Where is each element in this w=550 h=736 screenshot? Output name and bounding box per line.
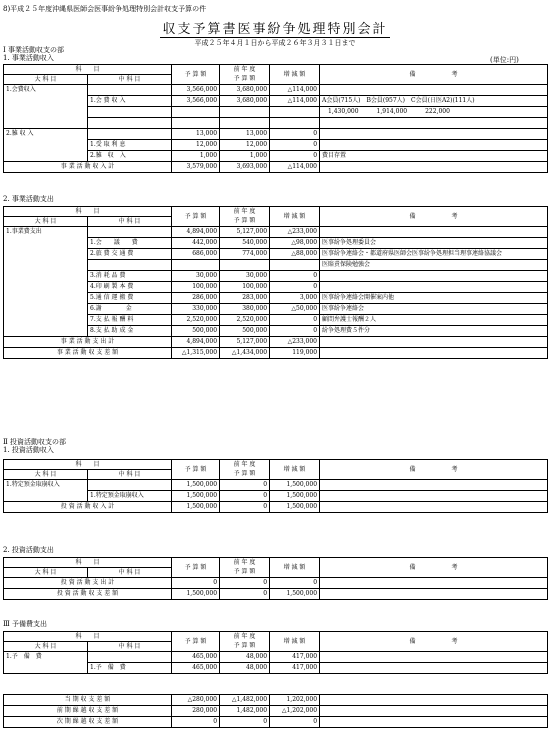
- minor-item-cell: 5.通 信 運 搬 費: [88, 293, 172, 304]
- budget-cell: 0: [172, 578, 220, 589]
- diff-cell: 0: [270, 271, 320, 282]
- major-item-cell: [4, 249, 88, 260]
- header-item: 科 目: [4, 65, 172, 75]
- major-item-cell: 1.会費収入: [4, 85, 88, 96]
- note-cell: [320, 118, 548, 129]
- summary-table: [3, 694, 548, 728]
- minor-item-cell: 1.予 備 費: [88, 663, 172, 674]
- budget-cell: 13,000: [172, 129, 220, 140]
- document-title: 収支予算書医事紛争処理特別会計: [162, 22, 388, 37]
- prev-budget-cell: 0: [220, 480, 270, 491]
- minor-item-cell: [88, 85, 172, 96]
- budget-cell: 465,000: [172, 663, 220, 674]
- header-prev-1: 前 年 度: [220, 558, 270, 568]
- minor-item-cell: 2.旅 費 交 通 費: [88, 249, 172, 260]
- table-total-row: [4, 337, 548, 348]
- prev-budget-cell: 3,680,000: [220, 96, 270, 107]
- header-prev-1: 前 年 度: [220, 207, 270, 217]
- budget-cell: 330,000: [172, 304, 220, 315]
- prev-budget-cell: 12,000: [220, 140, 270, 151]
- minor-item-cell: [88, 227, 172, 238]
- header-prev-2: 予 算 額: [220, 642, 270, 652]
- budget-cell: 1,000: [172, 151, 220, 162]
- section2-heading: Ⅱ 投資活動収支の部: [3, 438, 66, 446]
- diff-cell: 0: [270, 129, 320, 140]
- diff-cell: △98,000: [270, 238, 320, 249]
- major-item-cell: [4, 663, 88, 674]
- diff-cell: [270, 260, 320, 271]
- major-item-cell: 1.事業費支出: [4, 227, 88, 238]
- note-cell: 医事紛争処理委員会: [320, 238, 548, 249]
- budget-cell: △1,315,000: [172, 348, 220, 359]
- table-total-row: [4, 717, 548, 728]
- section1-income-heading: 1. 事業活動収入: [3, 54, 54, 62]
- minor-item-cell: [88, 118, 172, 129]
- total-label-cell: 前 期 繰 越 収 支 差 額: [4, 706, 172, 717]
- budget-cell: 442,000: [172, 238, 220, 249]
- table-row: [4, 326, 548, 337]
- major-item-cell: 2.雑 収 入: [4, 129, 88, 140]
- prev-budget-cell: [220, 260, 270, 271]
- header-major: 大 科 目: [4, 642, 88, 652]
- note-cell: [320, 129, 548, 140]
- header-major: 大 科 目: [4, 217, 88, 227]
- diff-cell: 0: [270, 326, 320, 337]
- prev-budget-cell: 100,000: [220, 282, 270, 293]
- diff-cell: △233,000: [270, 227, 320, 238]
- table-row: [4, 227, 548, 238]
- prev-budget-cell: 540,000: [220, 238, 270, 249]
- reserve-table: [3, 631, 548, 674]
- header-prev-2: 予 算 額: [220, 470, 270, 480]
- operating-income-table: [3, 64, 548, 173]
- prev-budget-cell: 1,482,000: [220, 706, 270, 717]
- prev-budget-cell: 500,000: [220, 326, 270, 337]
- header-budget: 予 算 額: [172, 558, 220, 578]
- table-row: [4, 118, 548, 129]
- total-label-cell: 事 業 活 動 支 出 計: [4, 337, 172, 348]
- diff-cell: △233,000: [270, 337, 320, 348]
- income-body: [4, 85, 548, 162]
- major-item-cell: [4, 107, 88, 118]
- minor-item-cell: [88, 480, 172, 491]
- prev-budget-cell: 48,000: [220, 652, 270, 663]
- total-label-cell: 事 業 活 動 収 支 差 額: [4, 348, 172, 359]
- minor-item-cell: 6.謝 金: [88, 304, 172, 315]
- inv-income-body: [4, 480, 548, 502]
- minor-item-cell: 4.印 刷 製 本 費: [88, 282, 172, 293]
- prev-budget-cell: 774,000: [220, 249, 270, 260]
- diff-cell: 3,000: [270, 293, 320, 304]
- table-row: [4, 249, 548, 260]
- minor-item-cell: 7.支 払 報 酬 料: [88, 315, 172, 326]
- header-prev-2: 予 算 額: [220, 217, 270, 227]
- prev-budget-cell: 0: [220, 717, 270, 728]
- table-total-row: [4, 706, 548, 717]
- note-cell: 1,430,000 1,914,000 222,000: [320, 107, 548, 118]
- minor-item-cell: 1.特定預金取崩収入: [88, 491, 172, 502]
- budget-cell: 686,000: [172, 249, 220, 260]
- major-item-cell: [4, 282, 88, 293]
- diff-cell: 0: [270, 140, 320, 151]
- header-note: 備 考: [320, 558, 548, 578]
- minor-item-cell: 1.会 議 費: [88, 238, 172, 249]
- budget-cell: 4,894,000: [172, 227, 220, 238]
- major-item-cell: [4, 96, 88, 107]
- diff-cell: 417,000: [270, 663, 320, 674]
- prev-budget-cell: △1,434,000: [220, 348, 270, 359]
- summary-body: [4, 695, 548, 728]
- minor-item-cell: 1.会 費 収 入: [88, 96, 172, 107]
- budget-cell: 30,000: [172, 271, 220, 282]
- budget-cell: [172, 107, 220, 118]
- note-cell: A会員(715人) B会員(957人) C会員(日医A2)(111人): [320, 96, 548, 107]
- budget-cell: 100,000: [172, 282, 220, 293]
- prev-budget-cell: 0: [220, 578, 270, 589]
- table-total-row: 事 業 活 動 収 入 計 3,579,000 3,693,000 △114,000: [4, 162, 548, 173]
- table-row: [4, 293, 548, 304]
- note-cell: [320, 717, 548, 728]
- header-diff: 増 減 額: [270, 65, 320, 85]
- table-total-row: [4, 695, 548, 706]
- note-cell: [320, 491, 548, 502]
- section3-heading: Ⅲ 予備費支出: [3, 620, 47, 628]
- major-item-cell: 1.特定預金取崩収入: [4, 480, 88, 491]
- table-row: [4, 491, 548, 502]
- prev-budget-cell: 380,000: [220, 304, 270, 315]
- header-prev-1: 前 年 度: [220, 460, 270, 470]
- header-item: 科 目: [4, 460, 172, 470]
- header-minor: 中 科 目: [88, 470, 172, 480]
- major-item-cell: 1.予 備 費: [4, 652, 88, 663]
- minor-item-cell: 3.消 耗 品 費: [88, 271, 172, 282]
- table-row: [4, 271, 548, 282]
- prev-budget-cell: [220, 107, 270, 118]
- section2-income-heading: 1. 投資活動収入: [3, 446, 54, 454]
- table-total-row: [4, 348, 548, 359]
- diff-cell: 417,000: [270, 652, 320, 663]
- table-row: [4, 304, 548, 315]
- table-row: [4, 652, 548, 663]
- prev-budget-cell: 1,000: [220, 151, 270, 162]
- diff-cell: [270, 118, 320, 129]
- note-cell: 顧問弁護士報酬２人: [320, 315, 548, 326]
- note-cell: 医事紛争連絡会・都道府県医師会医事紛争処理担当理事連絡協議会: [320, 249, 548, 260]
- header-item: 科 目: [4, 558, 172, 568]
- major-item-cell: [4, 491, 88, 502]
- header-item: 科 目: [4, 632, 172, 642]
- diff-cell: 0: [270, 717, 320, 728]
- header-prev-1: 前 年 度: [220, 65, 270, 75]
- diff-cell: 119,000: [270, 348, 320, 359]
- note-cell: [320, 578, 548, 589]
- major-item-cell: [4, 140, 88, 151]
- section1-expense-heading: 2. 事業活動支出: [3, 195, 54, 203]
- major-item-cell: [4, 304, 88, 315]
- table-row: [4, 663, 548, 674]
- major-item-cell: [4, 293, 88, 304]
- minor-item-cell: [88, 260, 172, 271]
- header-budget: 予 算 額: [172, 207, 220, 227]
- table-total-row: [4, 589, 548, 600]
- header-diff: 増 減 額: [270, 207, 320, 227]
- table-row: [4, 107, 548, 118]
- note-cell: [320, 480, 548, 491]
- minor-item-cell: [88, 652, 172, 663]
- header-minor: 中 科 目: [88, 568, 172, 578]
- prev-budget-cell: 0: [220, 491, 270, 502]
- diff-cell: △114,000: [270, 85, 320, 96]
- total-label-cell: 当 期 収 支 差 額: [4, 695, 172, 706]
- budget-cell: 12,000: [172, 140, 220, 151]
- budget-cell: 280,000: [172, 706, 220, 717]
- table-row: [4, 238, 548, 249]
- note-cell: [320, 652, 548, 663]
- budget-cell: 1,500,000: [172, 480, 220, 491]
- header-major: 大 科 目: [4, 568, 88, 578]
- header-major: 大 科 目: [4, 75, 88, 85]
- investment-income-table: [3, 459, 548, 513]
- note-cell: 医賠責保険勉強会: [320, 260, 548, 271]
- note-cell: 医事紛争連絡会: [320, 304, 548, 315]
- diff-cell: 0: [270, 315, 320, 326]
- note-cell: [320, 663, 548, 674]
- header-minor: 中 科 目: [88, 217, 172, 227]
- expense-body: [4, 227, 548, 337]
- diff-cell: [270, 107, 320, 118]
- table-row: [4, 140, 548, 151]
- diff-cell: 1,202,000: [270, 695, 320, 706]
- note-cell: 費目存置: [320, 151, 548, 162]
- header-budget: 予 算 額: [172, 460, 220, 480]
- header-minor: 中 科 目: [88, 75, 172, 85]
- header-note: 備 考: [320, 460, 548, 480]
- diff-cell: 0: [270, 151, 320, 162]
- note-cell: [320, 85, 548, 96]
- prev-budget-cell: 5,127,000: [220, 337, 270, 348]
- note-cell: 医事紛争連絡会開催案内他: [320, 293, 548, 304]
- reserve-body: [4, 652, 548, 674]
- header-budget: 予 算 額: [172, 65, 220, 85]
- prev-budget-cell: 13,000: [220, 129, 270, 140]
- budget-cell: 2,520,000: [172, 315, 220, 326]
- prev-budget-cell: 0: [220, 589, 270, 600]
- table-total-row: [4, 578, 548, 589]
- table-row: [4, 151, 548, 162]
- table-total-row: 投 資 活 動 収 入 計 1,500,000 0 1,500,000: [4, 502, 548, 513]
- table-row: [4, 282, 548, 293]
- total-label-cell: 投 資 活 動 支 出 計: [4, 578, 172, 589]
- budget-cell: 4,894,000: [172, 337, 220, 348]
- section2-expense-heading: 2. 投資活動支出: [3, 546, 54, 554]
- unit-label: (単位:円): [490, 56, 519, 64]
- prev-budget-cell: 283,000: [220, 293, 270, 304]
- budget-cell: 286,000: [172, 293, 220, 304]
- diff-cell: 0: [270, 282, 320, 293]
- diff-cell: △114,000: [270, 96, 320, 107]
- prev-budget-cell: 48,000: [220, 663, 270, 674]
- prev-budget-cell: 5,127,000: [220, 227, 270, 238]
- note-cell: [320, 337, 548, 348]
- note-cell: [320, 348, 548, 359]
- major-item-cell: [4, 260, 88, 271]
- budget-cell: 3,566,000: [172, 96, 220, 107]
- note-cell: [320, 271, 548, 282]
- header-prev-1: 前 年 度: [220, 632, 270, 642]
- budget-cell: △280,000: [172, 695, 220, 706]
- major-item-cell: [4, 151, 88, 162]
- header-prev-2: 予 算 額: [220, 568, 270, 578]
- header-note: 備 考: [320, 632, 548, 652]
- note-cell: [320, 706, 548, 717]
- note-cell: [320, 695, 548, 706]
- budget-cell: [172, 260, 220, 271]
- header-diff: 増 減 額: [270, 558, 320, 578]
- diff-cell: 1,500,000: [270, 589, 320, 600]
- diff-cell: 1,500,000: [270, 491, 320, 502]
- prev-budget-cell: [220, 118, 270, 129]
- budget-cell: 3,566,000: [172, 85, 220, 96]
- header-line: 8)平成２５年度沖縄県医師会医事紛争処理特別会計収支予算の件: [3, 5, 207, 13]
- major-item-cell: [4, 315, 88, 326]
- major-item-cell: [4, 271, 88, 282]
- header-note: 備 考: [320, 65, 548, 85]
- budget-cell: 1,500,000: [172, 491, 220, 502]
- header-budget: 予 算 額: [172, 632, 220, 652]
- table-row: [4, 260, 548, 271]
- expense-totals: [4, 337, 548, 359]
- header-diff: 増 減 額: [270, 460, 320, 480]
- note-cell: 紛争処理費５件分: [320, 326, 548, 337]
- budget-cell: 465,000: [172, 652, 220, 663]
- diff-cell: △50,000: [270, 304, 320, 315]
- table-row: [4, 85, 548, 96]
- budget-cell: 0: [172, 717, 220, 728]
- note-cell: [320, 140, 548, 151]
- prev-budget-cell: 3,680,000: [220, 85, 270, 96]
- header-major: 大 科 目: [4, 470, 88, 480]
- header-note: 備 考: [320, 207, 548, 227]
- prev-budget-cell: 2,520,000: [220, 315, 270, 326]
- table-row: [4, 129, 548, 140]
- section1-heading: Ⅰ 事業活動収支の部: [3, 46, 64, 54]
- diff-cell: △88,000: [270, 249, 320, 260]
- table-row: [4, 315, 548, 326]
- header-prev-2: 予 算 額: [220, 75, 270, 85]
- header-diff: 増 減 額: [270, 632, 320, 652]
- major-item-cell: [4, 118, 88, 129]
- minor-item-cell: 2.雑 収 入: [88, 151, 172, 162]
- major-item-cell: [4, 238, 88, 249]
- diff-cell: △1,202,000: [270, 706, 320, 717]
- minor-item-cell: [88, 107, 172, 118]
- table-row: [4, 96, 548, 107]
- note-cell: [320, 282, 548, 293]
- diff-cell: 0: [270, 578, 320, 589]
- prev-budget-cell: △1,482,000: [220, 695, 270, 706]
- inv-expense-totals: [4, 578, 548, 600]
- table-row: [4, 480, 548, 491]
- major-item-cell: [4, 326, 88, 337]
- minor-item-cell: [88, 129, 172, 140]
- diff-cell: 1,500,000: [270, 480, 320, 491]
- note-cell: [320, 589, 548, 600]
- minor-item-cell: 8.支 払 助 成 金: [88, 326, 172, 337]
- total-label-cell: 投 資 活 動 収 支 差 額: [4, 589, 172, 600]
- prev-budget-cell: 30,000: [220, 271, 270, 282]
- total-label-cell: 次 期 繰 越 収 支 差 額: [4, 717, 172, 728]
- budget-cell: 500,000: [172, 326, 220, 337]
- minor-item-cell: 1.受 取 利 息: [88, 140, 172, 151]
- budget-cell: 1,500,000: [172, 589, 220, 600]
- investment-expense-table: [3, 557, 548, 600]
- document-subtitle: 平成２５年４月１日から平成２６年３月３１日まで: [194, 39, 356, 47]
- budget-cell: [172, 118, 220, 129]
- header-item: 科 目: [4, 207, 172, 217]
- note-cell: [320, 227, 548, 238]
- operating-expense-table: [3, 206, 548, 359]
- header-minor: 中 科 目: [88, 642, 172, 652]
